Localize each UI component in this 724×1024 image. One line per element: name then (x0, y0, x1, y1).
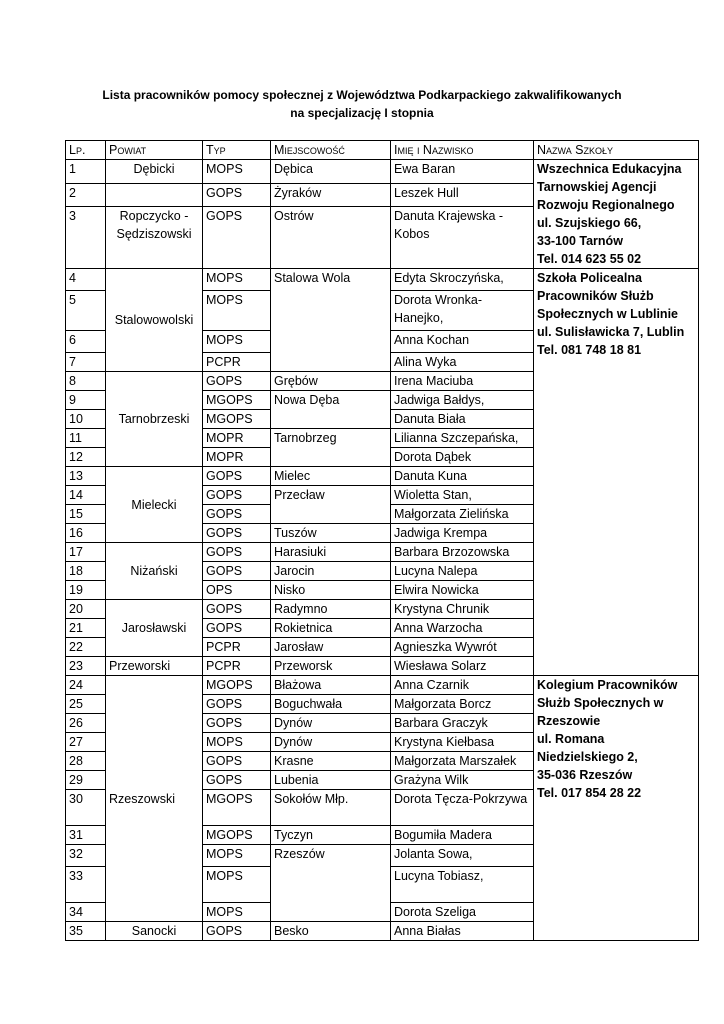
cell-lp: 4 (66, 269, 106, 291)
cell-osoba: Krystyna Chrunik (391, 600, 534, 619)
cell-powiat (106, 183, 203, 207)
cell-osoba: Lucyna Tobiasz, (391, 867, 534, 903)
cell-osoba: Ewa Baran (391, 160, 534, 184)
cell-osoba: Leszek Hull (391, 183, 534, 207)
school-line: 35-036 Rzeszów (537, 768, 633, 782)
cell-lp: 28 (66, 752, 106, 771)
cell-osoba: Dorota Wronka-Hanejko, (391, 291, 534, 331)
cell-miejscowosc: Jarocin (271, 562, 391, 581)
cell-osoba: Anna Białas (391, 922, 534, 941)
cell-typ: GOPS (203, 505, 271, 524)
table-row (66, 269, 699, 291)
cell-lp: 8 (66, 372, 106, 391)
header-imie-nazwisko: Imię i Nazwisko (391, 141, 534, 160)
cell-miejscowosc: Tuszów (271, 524, 391, 543)
cell-osoba: Bogumiła Madera (391, 826, 534, 845)
cell-lp: 20 (66, 600, 106, 619)
school-line: Niedzielskiego 2, (537, 750, 638, 764)
cell-lp: 24 (66, 676, 106, 695)
cell-powiat: Przeworski (106, 657, 203, 676)
workers-table (65, 140, 699, 941)
cell-lp: 12 (66, 448, 106, 467)
cell-lp: 31 (66, 826, 106, 845)
cell-typ: MOPS (203, 867, 271, 903)
header-miejscowosc: Miejscowość (271, 141, 391, 160)
cell-osoba: Agnieszka Wywrót (391, 638, 534, 657)
cell-typ: GOPS (203, 619, 271, 638)
cell-miejscowosc: Lubenia (271, 771, 391, 790)
cell-typ: MOPS (203, 269, 271, 291)
cell-typ: MGOPS (203, 790, 271, 826)
cell-typ: GOPS (203, 922, 271, 941)
cell-typ: MOPS (203, 845, 271, 867)
cell-miejscowosc: Mielec (271, 467, 391, 486)
header-nazwa-szkoly: Nazwa Szkoły (534, 141, 699, 160)
school-line: ul. Sulisławicka 7, Lublin (537, 325, 685, 339)
cell-lp: 30 (66, 790, 106, 826)
cell-lp: 26 (66, 714, 106, 733)
cell-osoba: Danuta Krajewska - Kobos (391, 207, 534, 269)
cell-osoba: Dorota Dąbek (391, 448, 534, 467)
cell-miejscowosc: Nisko (271, 581, 391, 600)
school-line: ul. Romana (537, 732, 605, 746)
document-title-line1: Lista pracowników pomocy społecznej z Województwa Podkarpackiego zakwalifikowanych (102, 88, 622, 102)
table-row (66, 676, 699, 695)
cell-lp: 32 (66, 845, 106, 867)
school-lublin (534, 269, 699, 676)
cell-lp: 35 (66, 922, 106, 941)
cell-lp: 11 (66, 429, 106, 448)
cell-powiat: Jarosławski (106, 600, 203, 657)
cell-typ: GOPS (203, 600, 271, 619)
cell-osoba: Małgorzata Marszałek (391, 752, 534, 771)
cell-lp: 1 (66, 160, 106, 184)
cell-osoba: Danuta Biała (391, 410, 534, 429)
cell-lp: 14 (66, 486, 106, 505)
cell-osoba: Jadwiga Bałdys, (391, 391, 534, 410)
cell-typ: GOPS (203, 183, 271, 207)
cell-lp: 25 (66, 695, 106, 714)
school-line: Tel. 081 748 18 81 (537, 343, 642, 357)
cell-lp: 9 (66, 391, 106, 410)
cell-typ: MGOPS (203, 410, 271, 429)
cell-osoba: Lucyna Nalepa (391, 562, 534, 581)
cell-miejscowosc: Nowa Dęba (271, 391, 391, 429)
cell-miejscowosc: Błażowa (271, 676, 391, 695)
cell-typ: PCPR (203, 353, 271, 372)
cell-typ: MGOPS (203, 676, 271, 695)
document-title-line2: na specjalizację I stopnia (290, 106, 434, 120)
cell-lp: 17 (66, 543, 106, 562)
cell-typ: MOPS (203, 903, 271, 922)
cell-typ: GOPS (203, 562, 271, 581)
cell-lp: 3 (66, 207, 106, 269)
school-line: Wszechnica Edukacyjna (537, 162, 682, 176)
cell-osoba: Dorota Tęcza-Pokrzywa (391, 790, 534, 826)
cell-lp: 27 (66, 733, 106, 752)
school-line: Pracowników Służb (537, 289, 654, 303)
cell-typ: GOPS (203, 207, 271, 269)
cell-miejscowosc: Radymno (271, 600, 391, 619)
cell-typ: MOPS (203, 160, 271, 184)
cell-typ: GOPS (203, 695, 271, 714)
school-line: Społecznych w Lublinie (537, 307, 678, 321)
school-line: Tel. 014 623 55 02 (537, 252, 642, 266)
cell-osoba: Irena Maciuba (391, 372, 534, 391)
cell-osoba: Dorota Szeliga (391, 903, 534, 922)
school-line: Rzeszowie (537, 714, 601, 728)
cell-osoba: Barbara Graczyk (391, 714, 534, 733)
school-line: Szkoła Policealna (537, 271, 642, 285)
table-header-row (66, 141, 699, 160)
cell-miejscowosc: Tarnobrzeg (271, 429, 391, 467)
cell-typ: GOPS (203, 372, 271, 391)
header-powiat: Powiat (106, 141, 203, 160)
cell-osoba: Lilianna Szczepańska, (391, 429, 534, 448)
cell-typ: PCPR (203, 638, 271, 657)
cell-powiat: Niżański (106, 543, 203, 600)
header-typ: Typ (203, 141, 271, 160)
cell-osoba: Wiesława Solarz (391, 657, 534, 676)
cell-osoba: Edyta Skroczyńska, (391, 269, 534, 291)
cell-lp: 29 (66, 771, 106, 790)
header-lp: Lp. (66, 141, 106, 160)
cell-typ: MGOPS (203, 391, 271, 410)
cell-osoba: Małgorzata Zielińska (391, 505, 534, 524)
cell-typ: OPS (203, 581, 271, 600)
cell-miejscowosc: Grębów (271, 372, 391, 391)
cell-miejscowosc: Tyczyn (271, 826, 391, 845)
cell-typ: MOPR (203, 448, 271, 467)
cell-lp: 19 (66, 581, 106, 600)
cell-typ: MOPR (203, 429, 271, 448)
school-line: Tel. 017 854 28 22 (537, 786, 642, 800)
cell-typ: PCPR (203, 657, 271, 676)
cell-miejscowosc: Stalowa Wola (271, 269, 391, 372)
cell-lp: 6 (66, 331, 106, 353)
cell-miejscowosc: Przecław (271, 486, 391, 524)
school-line: Kolegium Pracowników (537, 678, 678, 692)
cell-osoba: Jadwiga Krempa (391, 524, 534, 543)
cell-typ: MOPS (203, 733, 271, 752)
cell-osoba: Alina Wyka (391, 353, 534, 372)
cell-lp: 34 (66, 903, 106, 922)
cell-osoba: Danuta Kuna (391, 467, 534, 486)
cell-typ: GOPS (203, 486, 271, 505)
cell-miejscowosc: Przeworsk (271, 657, 391, 676)
cell-osoba: Barbara Brzozowska (391, 543, 534, 562)
cell-typ: GOPS (203, 752, 271, 771)
school-line: Tarnowskiej Agencji (537, 180, 657, 194)
cell-osoba: Wioletta Stan, (391, 486, 534, 505)
cell-lp: 7 (66, 353, 106, 372)
school-tarnow (534, 160, 699, 269)
cell-typ: GOPS (203, 714, 271, 733)
cell-miejscowosc: Dynów (271, 733, 391, 752)
cell-lp: 10 (66, 410, 106, 429)
cell-osoba: Jolanta Sowa, (391, 845, 534, 867)
cell-osoba: Małgorzata Borcz (391, 695, 534, 714)
cell-lp: 2 (66, 183, 106, 207)
cell-miejscowosc: Krasne (271, 752, 391, 771)
cell-typ: GOPS (203, 467, 271, 486)
cell-lp: 16 (66, 524, 106, 543)
cell-osoba: Grażyna Wilk (391, 771, 534, 790)
cell-osoba: Anna Czarnik (391, 676, 534, 695)
school-line: 33-100 Tarnów (537, 234, 623, 248)
table-row (66, 160, 699, 184)
cell-typ: GOPS (203, 524, 271, 543)
cell-powiat: Sanocki (106, 922, 203, 941)
cell-miejscowosc: Boguchwała (271, 695, 391, 714)
cell-powiat: Ropczycko - Sędziszowski (106, 207, 203, 269)
cell-miejscowosc: Jarosław (271, 638, 391, 657)
cell-powiat: Dębicki (106, 160, 203, 184)
cell-miejscowosc: Żyraków (271, 183, 391, 207)
school-line: Rozwoju Regionalnego (537, 198, 675, 212)
cell-osoba: Anna Kochan (391, 331, 534, 353)
cell-osoba: Anna Warzocha (391, 619, 534, 638)
cell-lp: 5 (66, 291, 106, 331)
cell-powiat: Tarnobrzeski (106, 372, 203, 467)
cell-miejscowosc: Ostrów (271, 207, 391, 269)
school-line: ul. Szujskiego 66, (537, 216, 642, 230)
school-line: Służb Społecznych w (537, 696, 664, 710)
cell-lp: 21 (66, 619, 106, 638)
cell-typ: MOPS (203, 291, 271, 331)
cell-miejscowosc: Besko (271, 922, 391, 941)
cell-typ: MOPS (203, 331, 271, 353)
cell-typ: MGOPS (203, 826, 271, 845)
cell-miejscowosc: Rzeszów (271, 845, 391, 922)
cell-lp: 22 (66, 638, 106, 657)
cell-typ: GOPS (203, 771, 271, 790)
cell-powiat: Mielecki (106, 467, 203, 543)
cell-miejscowosc: Dynów (271, 714, 391, 733)
cell-miejscowosc: Rokietnica (271, 619, 391, 638)
cell-lp: 15 (66, 505, 106, 524)
cell-miejscowosc: Dębica (271, 160, 391, 184)
cell-miejscowosc: Harasiuki (271, 543, 391, 562)
cell-lp: 33 (66, 867, 106, 903)
cell-osoba: Krystyna Kiełbasa (391, 733, 534, 752)
cell-powiat: Stalowowolski (106, 269, 203, 372)
cell-miejscowosc: Sokołów Młp. (271, 790, 391, 826)
cell-powiat: Rzeszowski (106, 676, 203, 922)
cell-typ: GOPS (203, 543, 271, 562)
cell-lp: 18 (66, 562, 106, 581)
cell-lp: 23 (66, 657, 106, 676)
cell-osoba: Elwira Nowicka (391, 581, 534, 600)
cell-lp: 13 (66, 467, 106, 486)
school-rzeszow (534, 676, 699, 941)
